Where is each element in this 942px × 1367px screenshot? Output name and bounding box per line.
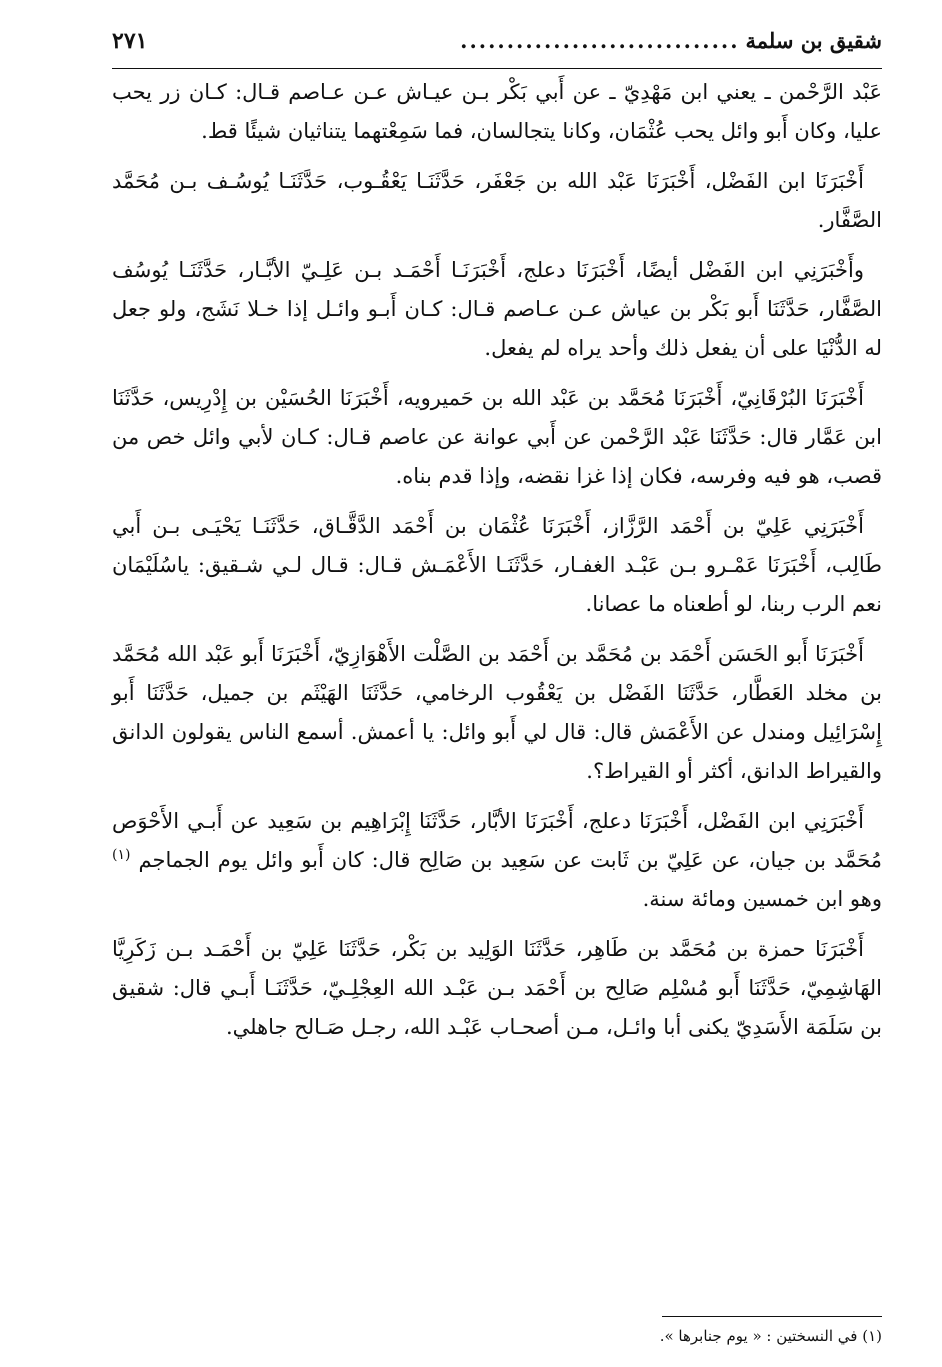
page-number: ٢٧١ (112, 28, 148, 54)
paragraph (112, 802, 882, 919)
paragraph: عَبْد الرَّحْمن ـ يعني ابن مَهْدِيّ ـ عن أَبي بَكْر بـن عيـاش عـن عـاصم قـال: كـان زر يحب عليا، وكان أَبو وائل يحب عُثْمَان، وكانا يتجالسان، فما سَمِعْتهما يتناثيان شيئًا قط. (112, 80, 882, 143)
running-head-title: شقيق بن سلمة (745, 28, 882, 53)
paragraph: وأَخْبَرَنِي ابن الفَضْل أيضًا، أَخْبَرَنَا دعلج، أَخْبَرَنَـا أَحْمَـد بـن عَلِـيّ الأبَّـار، حَدَّثَنَـا يُوسُف الصَّفَّار، حَدَّثَنَا أَبو بَكْر بن عياش عـن عـاصم قـال: كـان أَبـو وائـل إذا خـلا نَشَج، ولو جعل له الدُّنْيَا على أن يفعل ذلك وأحد يراه لم يفعل. (112, 258, 882, 360)
footnote-divider (662, 1316, 882, 1317)
footnote-reference[interactable]: (١) (112, 847, 131, 863)
paragraph-text-continued: وهو ابن خمسين ومائة سنة. (642, 887, 882, 911)
paragraph: أَخْبَرَنَا البُرْقَانِيّ، أَخْبَرَنَا مُحَمَّد بن عَبْد الله بن حَميرويه، أَخْبَرَنَا الحُسَيْن بن إِدْرِيس، حَدَّثَنَا ابن عَمَّار قال: حَدَّثَنَا عَبْد الرَّحْمن عن أَبي عوانة عن عاصم قـال: كـان لأبي وائل خص من قصب، هو فيه وفرسه، فكان إذا غزا نقضه، وإذا قدم بناه. (112, 386, 882, 488)
document-page (112, 28, 882, 1345)
paragraph-text: أَخْبَرَنِي ابن الفَضْل، أَخْبَرَنَا دعلج، أَخْبَرَنَا الأبَّار، حَدَّثَنَا إِبْرَاهِيم بن سَعِيد عن أَبـي الأَحْوَص مُحَمَّد بن جيان، عن عَلِيّ بن ثَابت عن سَعِيد بن صَالِح قال: كان أَبو وائل يوم الجماجم (112, 809, 882, 872)
paragraph: أَخْبَرَنَا ابن الفَضْل، أَخْبَرَنَا عَبْد الله بن جَعْفَر، حَدَّثَنَـا يَعْقُـوب، حَدَّثَنَـا يُوسُـف بـن مُحَمَّد الصَّفَّار. (112, 169, 882, 232)
paragraph: أَخْبَرَنَا حمزة بن مُحَمَّد بن طَاهِر، حَدَّثَنَا الوَلِيد بن بَكْر، حَدَّثَنَا عَلِيّ بن أَحْمَـد بـن زَكَرِيَّا الهَاشِمِيّ، حَدَّثَنَا أَبو مُسْلِم صَالِح بن أَحْمَد بـن عَبْـد الله العِجْلِـيّ، حَدَّثَنَـا أَبـي قال: شقيق بن سَلَمَة الأَسَدِيّ يكنى أبا وائـل، مـن أصحـاب عَبْـد الله، رجـل صَـالح جاهلي. (112, 937, 882, 1039)
paragraph: أَخْبَرَنَا أَبو الحَسَن أَحْمَد بن مُحَمَّد بن أَحْمَد بن الصَّلْت الأَهْوَازِيّ، أَخْبَرَنَا أَبو عَبْد الله مُحَمَّد بن مخلد العَطَّار، حَدَّثَنَا الفَضْل بن يَعْقُوب الرخامي، حَدَّثَنَا الهَيْثَم بن جميل، حَدَّثَنَا أَبو إِسْرَائِيل ومندل عن الأَعْمَش قال: قال لي أَبو وائل: يا أعمش. أسمع الناس يقولون الدانق والقيراط الدانق، أكثر أو القيراط؟. (112, 642, 882, 783)
running-head (112, 28, 882, 69)
footnote: (١) في النسختين : « يوم جنابرها ». (659, 1327, 882, 1345)
paragraph: أَخْبَرَنِي عَلِيّ بن أَحْمَد الرَّزَّاز، أَخْبَرَنَا عُثْمَان بن أَحْمَد الدَّقَّـاق، حَدَّثَنَـا يَحْيَـى بـن أَبي طَالِب، أَخْبَرَنَا عَمْـرو بـن عَبْـد الغفـار، حَدَّثَنَـا الأَعْمَـش قـال: قـال لـي شـقيق: ياسُلَيْمَان نعم الرب ربنا، لو أطعناه ما عصانا. (112, 514, 882, 616)
leader-dots: .............................. (460, 28, 740, 53)
